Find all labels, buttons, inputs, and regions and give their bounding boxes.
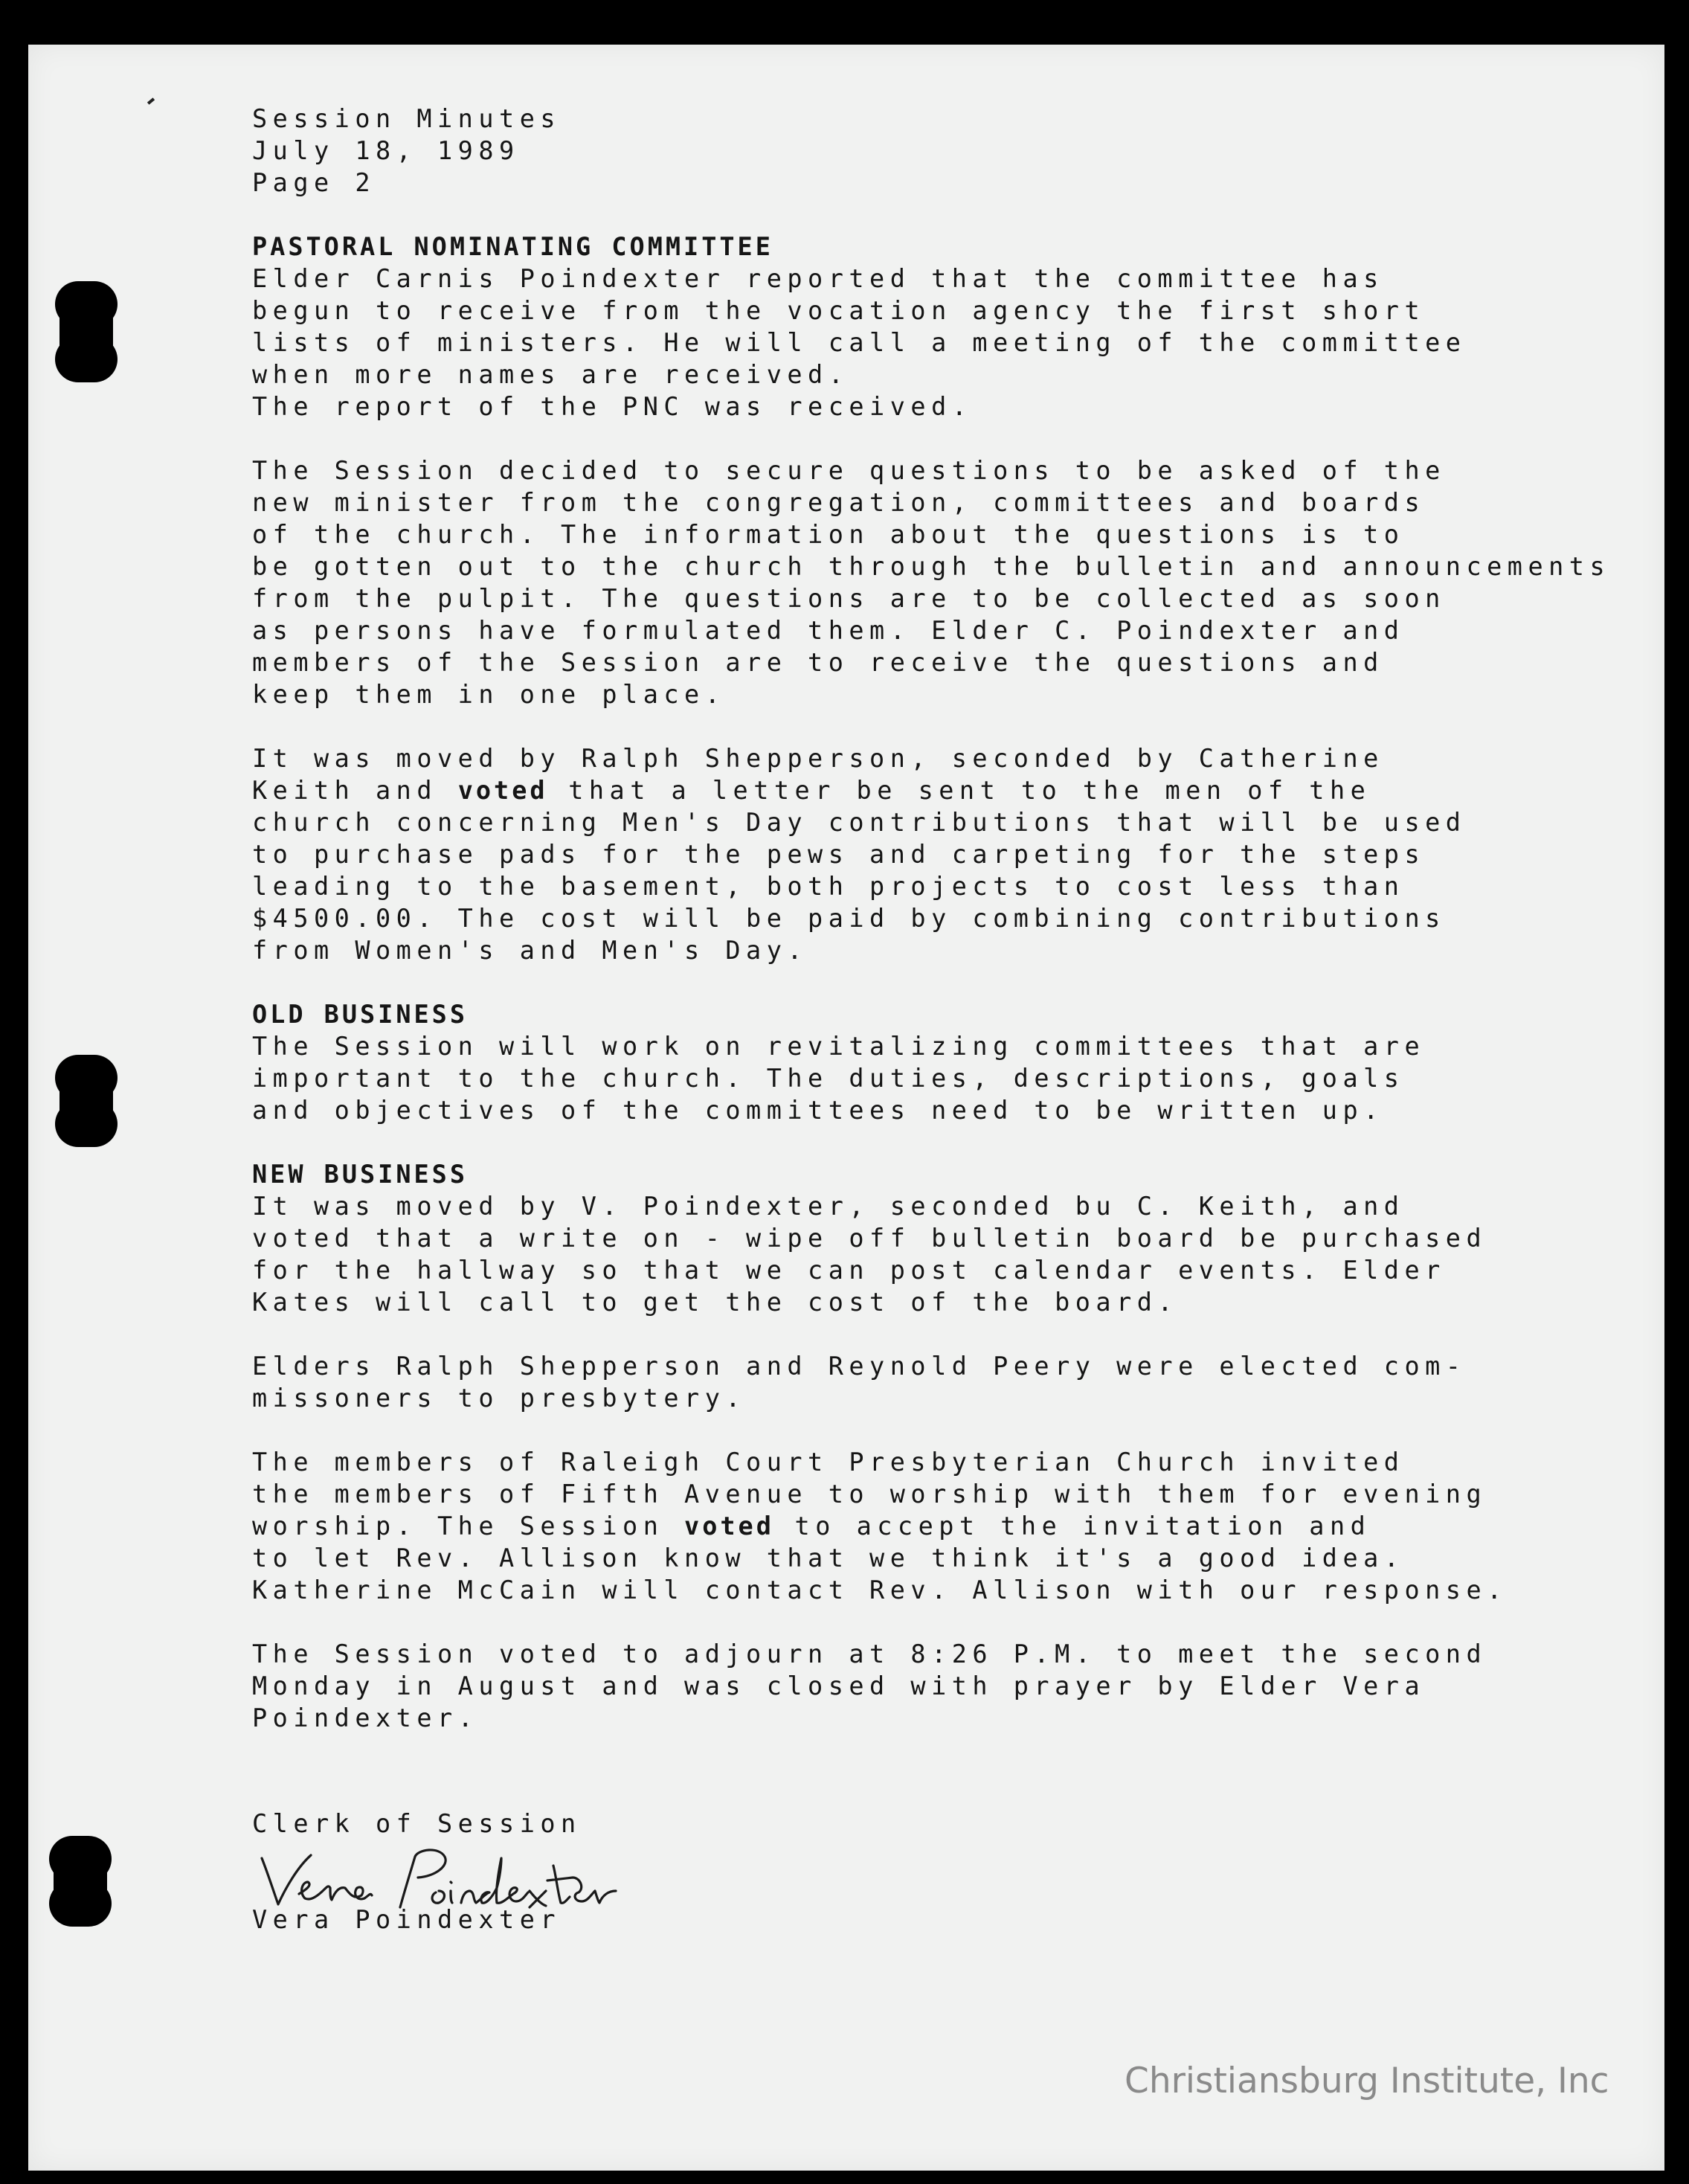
paragraph-line: Kates will call to get the cost of the board. xyxy=(252,1288,1179,1317)
paragraph-line: Elder Carnis Poindexter reported that the committee has xyxy=(252,264,1384,293)
punch-hole-middle xyxy=(59,1055,113,1147)
paragraph-line: church concerning Men's Day contributions that will be used xyxy=(252,808,1467,837)
text-run: worship. The Session xyxy=(252,1512,685,1541)
paragraph-line: The Session voted to adjourn at 8:26 P.M. to meet the second xyxy=(252,1639,1487,1668)
paragraph-line: of the church. The information about the questions is to xyxy=(252,520,1405,549)
paragraph-line: and objectives of the committees need to be written up. xyxy=(252,1096,1384,1125)
paragraph-line: as persons have formulated them. Elder C. Poindexter and xyxy=(252,616,1405,645)
signature-role: Clerk of Session xyxy=(252,1809,582,1838)
paragraph-line: to let Rev. Allison know that we think it's a good idea. xyxy=(252,1544,1405,1573)
paragraph-line xyxy=(252,1510,1591,1542)
doc-date: July 18, 1989 xyxy=(252,136,520,165)
paragraph-line: lists of ministers. He will call a meeting of the committee xyxy=(252,328,1467,357)
paragraph-line: The members of Raleigh Court Presbyterian Church invited xyxy=(252,1448,1405,1477)
paragraph-line: from the pulpit. The questions are to be collected as soon xyxy=(252,584,1446,613)
voted-emphasis: voted xyxy=(684,1512,774,1541)
watermark: Christiansburg Institute, Inc xyxy=(1125,2061,1609,2101)
paragraph-line: missoners to presbytery. xyxy=(252,1384,747,1413)
text-run: to accept the invitation and xyxy=(773,1512,1371,1541)
text-run: Keith and xyxy=(252,776,458,805)
voted-emphasis: voted xyxy=(457,776,548,805)
paragraph-line: It was moved by Ralph Shepperson, seconded by Catherine xyxy=(252,744,1384,773)
paragraph-line xyxy=(252,774,1591,806)
punch-hole-top xyxy=(59,281,113,382)
heading-pastoral-nominating-committee: PASTORAL NOMINATING COMMITTEE xyxy=(252,232,773,261)
paragraph-line: Elders Ralph Shepperson and Reynold Peery were elected com- xyxy=(252,1352,1467,1381)
text-run: that a letter be sent to the men of the xyxy=(547,776,1371,805)
paragraph-line: to purchase pads for the pews and carpeting for the steps xyxy=(252,840,1426,869)
paragraph-line: The report of the PNC was received. xyxy=(252,392,973,421)
paragraph-line: $4500.00. The cost will be paid by combining contributions xyxy=(252,904,1446,933)
heading-old-business: OLD BUSINESS xyxy=(252,1000,469,1029)
minutes-body xyxy=(252,103,1611,1734)
heading-new-business: NEW BUSINESS xyxy=(252,1160,469,1189)
paragraph-line: for the hallway so that we can post calendar events. Elder xyxy=(252,1256,1446,1285)
paragraph-line: the members of Fifth Avenue to worship with them for evening xyxy=(252,1480,1487,1509)
paragraph-line: leading to the basement, both projects to cost less than xyxy=(252,872,1405,901)
paragraph-line: important to the church. The duties, descriptions, goals xyxy=(252,1064,1405,1093)
paragraph-line: Katherine McCain will contact Rev. Allison with our response. xyxy=(252,1576,1508,1605)
paragraph-line: The Session will work on revitalizing committees that are xyxy=(252,1032,1426,1061)
doc-page-number: Page 2 xyxy=(252,168,376,197)
handwritten-signature xyxy=(253,1836,699,1918)
paragraph-line: begun to receive from the vocation agency the first short xyxy=(252,296,1426,325)
paragraph-line: It was moved by V. Poindexter, seconded bu C. Keith, and xyxy=(252,1192,1405,1221)
doc-title: Session Minutes xyxy=(252,104,562,133)
paragraph-line: members of the Session are to receive the questions and xyxy=(252,648,1384,677)
paragraph-line: Poindexter. xyxy=(252,1703,479,1732)
paragraph-line: new minister from the congregation, committees and boards xyxy=(252,488,1426,517)
paragraph-line: voted that a write on - wipe off bulletin board be purchased xyxy=(252,1224,1487,1253)
paragraph-line: from Women's and Men's Day. xyxy=(252,936,808,965)
punch-hole-bottom xyxy=(54,1836,107,1927)
signature-typed-name: Vera Poindexter xyxy=(252,1905,562,1934)
paragraph-line: keep them in one place. xyxy=(252,680,726,709)
paragraph-line: when more names are received. xyxy=(252,360,849,389)
paragraph-line: The Session decided to secure questions to be asked of the xyxy=(252,456,1446,485)
paragraph-line: Monday in August and was closed with prayer by Elder Vera xyxy=(252,1671,1426,1700)
paragraph-line: be gotten out to the church through the bulletin and announcements xyxy=(252,552,1611,581)
